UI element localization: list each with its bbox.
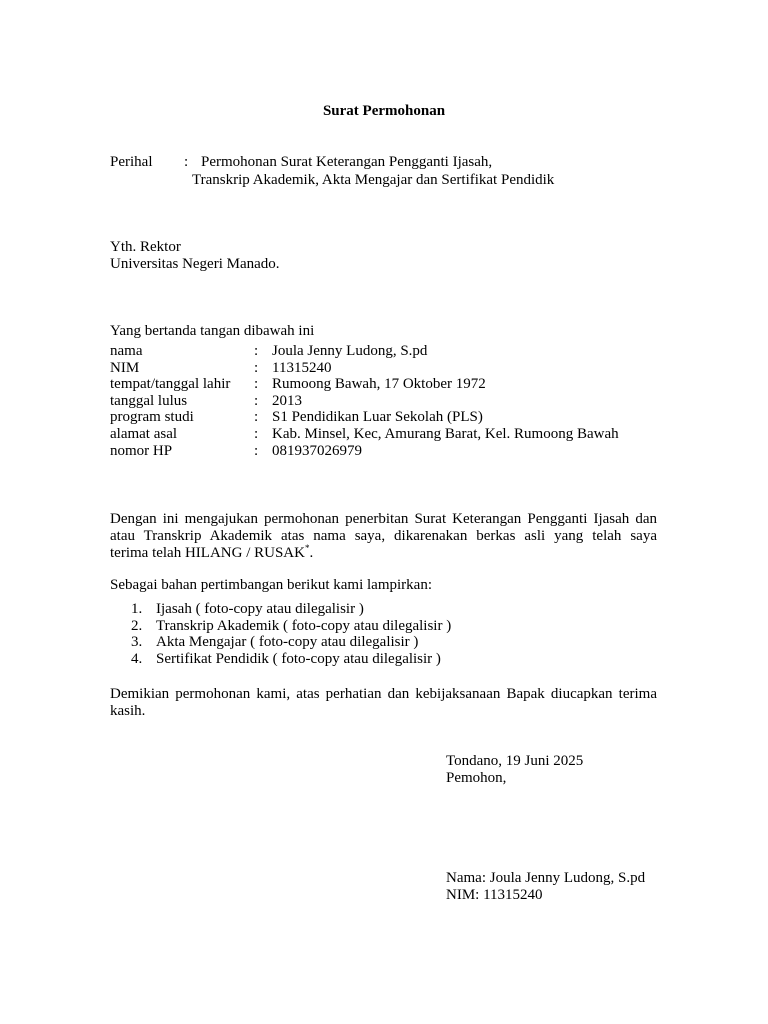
identity-colon: : bbox=[254, 409, 259, 426]
list-text: Akta Mengajar ( foto-copy atau dilegalisir ) bbox=[156, 634, 419, 651]
identity-colon: : bbox=[254, 359, 259, 376]
request-line-3 bbox=[110, 545, 657, 562]
identity-value: Joula Jenny Ludong, S.pd bbox=[272, 343, 428, 359]
recipient-title: Yth. Rektor bbox=[110, 239, 181, 255]
recipient-institution: Universitas Negeri Manado. bbox=[110, 256, 280, 272]
signature-role: Pemohon, bbox=[446, 770, 507, 786]
identity-colon: : bbox=[254, 392, 259, 409]
list-number: 4. bbox=[131, 650, 143, 667]
list-number: 2. bbox=[131, 617, 143, 634]
footnote-mark: * bbox=[304, 543, 310, 553]
identity-value: 2013 bbox=[272, 392, 302, 409]
list-text: Transkrip Akademik ( foto-copy atau dilegalisir ) bbox=[156, 617, 452, 634]
request-line-3-text: terima telah HILANG / RUSAK bbox=[110, 545, 305, 561]
identity-value: S1 Pendidikan Luar Sekolah (PLS) bbox=[272, 409, 483, 426]
intro-text: Yang bertanda tangan dibawah ini bbox=[110, 323, 315, 339]
request-paragraph bbox=[110, 511, 657, 562]
identity-key: nomor HP bbox=[110, 442, 173, 459]
signature-nim: NIM: 11315240 bbox=[446, 887, 543, 903]
identity-key: nama bbox=[110, 343, 143, 359]
attachments-intro: Sebagai bahan pertimbangan berikut kami lampirkan: bbox=[110, 577, 432, 593]
identity-key: tempat/tanggal lahir bbox=[110, 376, 231, 393]
identity-colon: : bbox=[254, 442, 259, 459]
identity-key: NIM bbox=[110, 359, 140, 376]
closing-line-2: kasih. bbox=[110, 703, 146, 719]
closing-paragraph bbox=[110, 686, 657, 720]
identity-key: tanggal lulus bbox=[110, 392, 188, 409]
identity-table bbox=[110, 343, 670, 459]
perihal-label: Perihal bbox=[110, 154, 153, 170]
identity-row-graduation bbox=[110, 393, 670, 410]
identity-colon: : bbox=[254, 343, 259, 359]
closing-line-1: Demikian permohonan kami, atas perhatian dan kebijaksanaan Bapak diucapkan terima bbox=[110, 686, 657, 702]
perihal-subject-line-2: Transkrip Akademik, Akta Mengajar dan Sertifikat Pendidik bbox=[192, 172, 555, 188]
request-line-1: Dengan ini mengajukan permohonan penerbitan Surat Keterangan Pengganti Ijasah dan bbox=[110, 511, 657, 527]
list-number: 1. bbox=[131, 601, 143, 617]
identity-row-phone bbox=[110, 443, 670, 460]
list-text: Ijasah ( foto-copy atau dilegalisir ) bbox=[156, 601, 364, 617]
identity-key: alamat asal bbox=[110, 425, 178, 442]
signature-place-date: Tondano, 19 Juni 2025 bbox=[446, 753, 584, 769]
identity-row-program bbox=[110, 409, 670, 426]
list-text: Sertifikat Pendidik ( foto-copy atau dilegalisir ) bbox=[156, 650, 441, 667]
identity-row-name bbox=[110, 343, 670, 360]
identity-row-nim bbox=[110, 360, 670, 377]
identity-key: program studi bbox=[110, 409, 194, 426]
identity-value: 081937026979 bbox=[272, 442, 362, 459]
identity-value: 11315240 bbox=[272, 359, 332, 376]
identity-row-address bbox=[110, 426, 670, 443]
letter-title: Surat Permohonan bbox=[322, 103, 446, 119]
identity-row-birth bbox=[110, 376, 670, 393]
signature-name: Nama: Joula Jenny Ludong, S.pd bbox=[446, 870, 646, 886]
perihal-colon: : bbox=[184, 154, 189, 170]
identity-value: Rumoong Bawah, 17 Oktober 1972 bbox=[272, 376, 486, 393]
list-number: 3. bbox=[131, 634, 143, 651]
identity-colon: : bbox=[254, 376, 259, 393]
identity-value: Kab. Minsel, Kec, Amurang Barat, Kel. Rumoong Bawah bbox=[272, 425, 619, 442]
perihal-subject-line-1: Permohonan Surat Keterangan Pengganti Ijasah, bbox=[201, 154, 493, 170]
identity-colon: : bbox=[254, 425, 259, 442]
request-line-3-end: . bbox=[309, 545, 314, 561]
request-line-2: atau Transkrip Akademik atas nama saya, dikarenakan berkas asli yang telah saya bbox=[110, 528, 657, 544]
